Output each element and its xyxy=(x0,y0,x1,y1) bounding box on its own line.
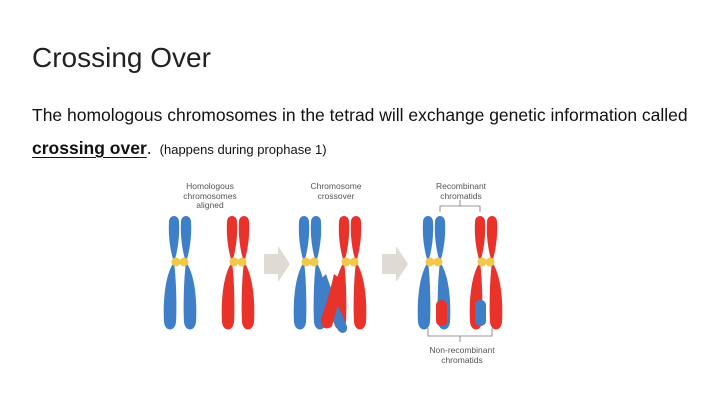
panel3-red-chromosome-centromere-right xyxy=(486,258,495,267)
panel3-blue-chromosome-right-upper-arm xyxy=(435,216,445,262)
label-non-recombinant-chromatids: Non-recombinant chromatids xyxy=(429,345,495,365)
body-text: The homologous chromosomes in the tetrad will exchange genetic information called xyxy=(32,105,688,125)
panel1-blue-chromosome-left-lower-arm xyxy=(164,262,177,330)
panel1-red-chromosome-left-upper-arm xyxy=(227,216,237,262)
panel1-red-chromosome-centromere-left xyxy=(230,258,239,267)
panel3-blue-chromosome-centromere-left xyxy=(426,258,435,267)
arrow-1 xyxy=(264,246,290,282)
panel1-red-chromosome-right-lower-arm xyxy=(242,262,255,330)
arrow-2 xyxy=(382,246,408,282)
panel2-red-chromosome-centromere-left xyxy=(342,258,351,267)
recombinant-bracket xyxy=(440,200,480,212)
slide-body xyxy=(32,99,692,166)
label-recombinant-chromatids: Recombinant chromatids xyxy=(435,181,487,201)
panel2-blue-chromosome-left-upper-arm xyxy=(299,216,309,262)
panel3-red-chromosome-right-lower-arm xyxy=(490,262,503,330)
recombinant-blue-segment xyxy=(475,300,486,326)
panel1-red-chromosome-right-upper-arm xyxy=(239,216,249,262)
panel3-red-chromosome-centromere-left xyxy=(478,258,487,267)
label-chromosome-crossover: Chromosome crossover xyxy=(310,181,362,201)
panel2-red-chromosome-left-upper-arm xyxy=(339,216,349,262)
panel2-red-chromosome-right-upper-arm xyxy=(351,216,361,262)
panel2-red-chromosome-right-lower-arm xyxy=(354,262,367,330)
panel3-blue-chromosome-centromere-right xyxy=(434,258,443,267)
body-period: . xyxy=(146,138,152,158)
panel2-blue-chromosome-left-lower-arm xyxy=(294,262,307,330)
panel2-blue-chromosome-centromere-left xyxy=(302,258,311,267)
panel2-blue-chromosome-right-upper-arm xyxy=(311,216,321,262)
panel1-red-chromosome-left-lower-arm xyxy=(222,262,235,330)
panel1-blue-chromosome-centromere-left xyxy=(172,258,181,267)
keyword-crossing-over: crossing over xyxy=(32,138,147,158)
panel1-blue-chromosome-centromere-right xyxy=(180,258,189,267)
panel2-blue-chromosome-centromere-right xyxy=(310,258,319,267)
panel2-red-chromosome-centromere-right xyxy=(350,258,359,267)
slide-title: Crossing Over xyxy=(32,42,211,73)
panel1-red-chromosome-centromere-right xyxy=(238,258,247,267)
non-recombinant-bracket xyxy=(428,328,492,342)
panel1-blue-chromosome-left-upper-arm xyxy=(169,216,179,262)
panel3-red-chromosome-right-upper-arm xyxy=(487,216,497,262)
panel3-blue-chromosome-left-lower-arm xyxy=(418,262,431,330)
label-homologous-aligned: Homologous chromosomes aligned xyxy=(183,181,237,210)
recombinant-red-segment xyxy=(436,300,447,326)
panel1-blue-chromosome-right-lower-arm xyxy=(184,262,197,330)
panel3-blue-chromosome-left-upper-arm xyxy=(423,216,433,262)
panel1-blue-chromosome-right-upper-arm xyxy=(181,216,191,262)
body-note: (happens during prophase 1) xyxy=(159,142,327,157)
crossing-over-diagram xyxy=(150,176,530,368)
panel3-red-chromosome-left-upper-arm xyxy=(475,216,485,262)
